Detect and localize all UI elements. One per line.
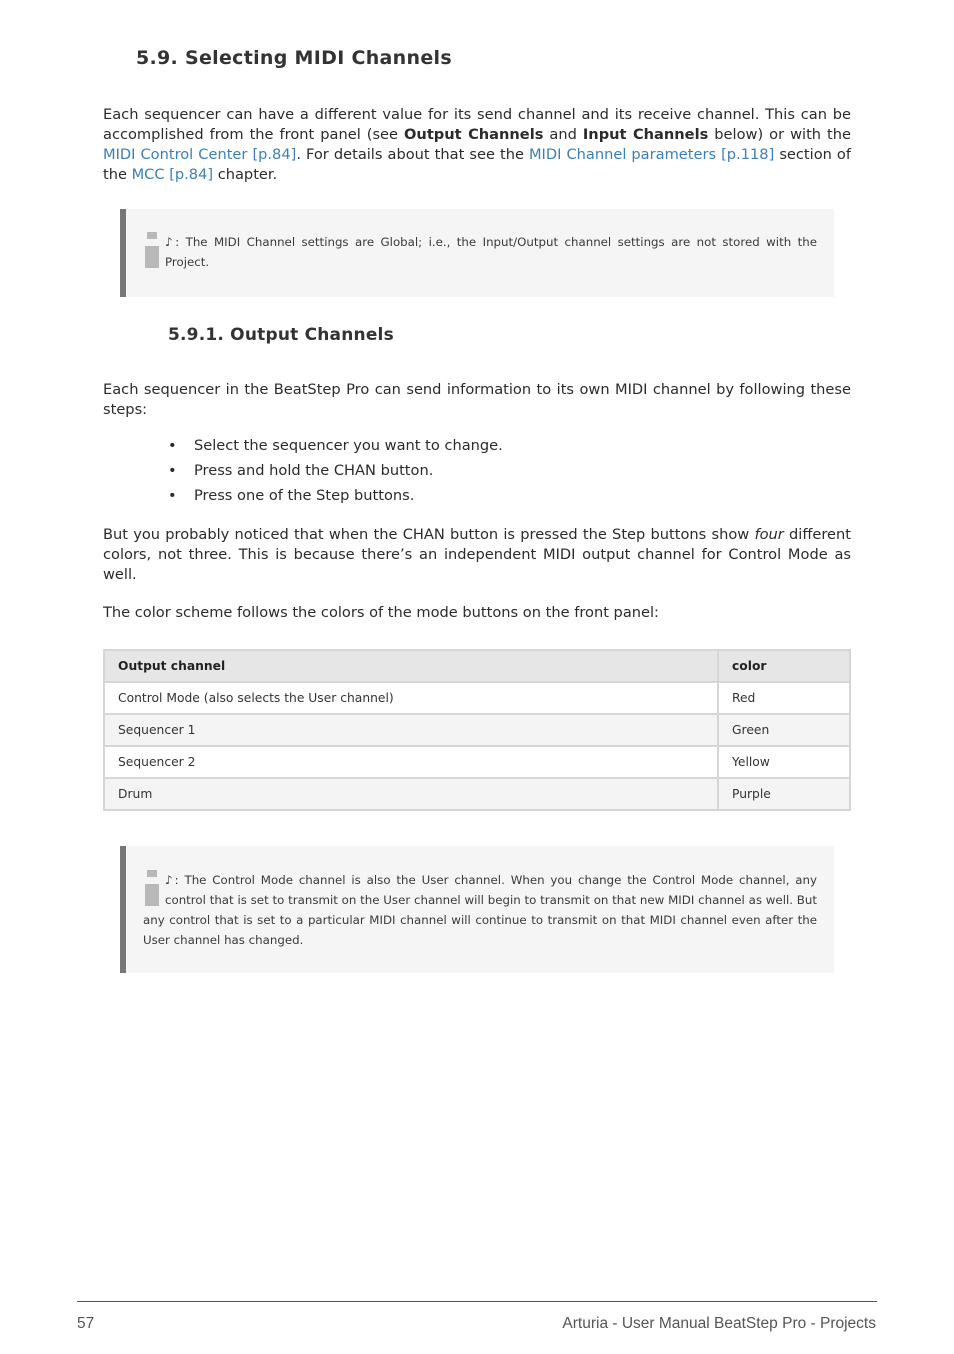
midi-channel-parameters-link[interactable]: MIDI Channel parameters [p.118]: [528, 146, 775, 163]
section-title: 5.9. Selecting MIDI Channels: [136, 47, 452, 69]
table-cell: Sequencer 2: [104, 746, 718, 778]
table-cell: Sequencer 1: [104, 714, 718, 746]
info-icon: [143, 232, 165, 270]
table-row: [104, 746, 850, 778]
colors-paragraph: But you probably noticed that when the CHAN button is pressed the Step buttons show four different colors, not three. This is because there’s an independent MIDI output channel for Control Mode as well.: [103, 526, 851, 583]
output-channels-ref: Output Channels: [404, 126, 544, 143]
table-row: [104, 682, 850, 714]
output-intro-paragraph: Each sequencer in the BeatStep Pro can send information to its own MIDI channel by following these steps:: [103, 381, 851, 418]
table-cell: Green: [718, 714, 850, 746]
header-output-channel: Output channel: [104, 650, 718, 682]
list-item: • Select the sequencer you want to change.: [168, 437, 503, 454]
table-header-row: [104, 650, 850, 682]
page-number: 57: [77, 1315, 95, 1332]
list-item: • Press one of the Step buttons.: [168, 487, 415, 504]
output-channel-table: [103, 649, 851, 811]
subsection-title: 5.9.1. Output Channels: [168, 325, 394, 345]
footer-divider: [77, 1301, 877, 1302]
table-row: [104, 778, 850, 810]
midi-control-center-link[interactable]: MIDI Control Center [p.84]: [103, 146, 297, 163]
note-text: ♪: The MIDI Channel settings are Global; i.e., the Input/Output channel settings are not stored with the Project.: [165, 235, 817, 269]
info-note-user-channel: [120, 846, 834, 973]
steps-list: [168, 436, 503, 511]
table-cell: Yellow: [718, 746, 850, 778]
header-color: color: [718, 650, 850, 682]
footer-title: Arturia - User Manual BeatStep Pro - Projects: [562, 1315, 876, 1332]
note-text: ♪: The Control Mode channel is also the User channel. When you change the Control Mode channel, any control that is set to transmit on the User channel will begin to transmit on that new MIDI channel as well. But any control that is set to a particular MIDI channel will continue to transmit on that MIDI channel even after the User channel has changed.: [143, 873, 817, 947]
color-scheme-paragraph: The color scheme follows the colors of the mode buttons on the front panel:: [103, 604, 659, 621]
info-icon: [143, 870, 165, 908]
list-item: • Press and hold the CHAN button.: [168, 462, 434, 479]
intro-paragraph: Each sequencer can have a different value for its send channel and its receive channel. This can be accomplished from the front panel (see Output Channels and Input Channels below) or with the MIDI Control Center [p.84]. For details about that see the MIDI Channel parameters [p.118] section of the MCC [p.84] chapter.: [103, 106, 852, 183]
table-cell: Red: [718, 682, 850, 714]
mcc-link[interactable]: MCC [p.84]: [131, 166, 214, 183]
info-note-global: [120, 209, 834, 297]
table-cell: Drum: [104, 778, 718, 810]
table-cell: Control Mode (also selects the User channel): [104, 682, 718, 714]
table-cell: Purple: [718, 778, 850, 810]
input-channels-ref: Input Channels: [582, 126, 709, 143]
table-row: [104, 714, 850, 746]
